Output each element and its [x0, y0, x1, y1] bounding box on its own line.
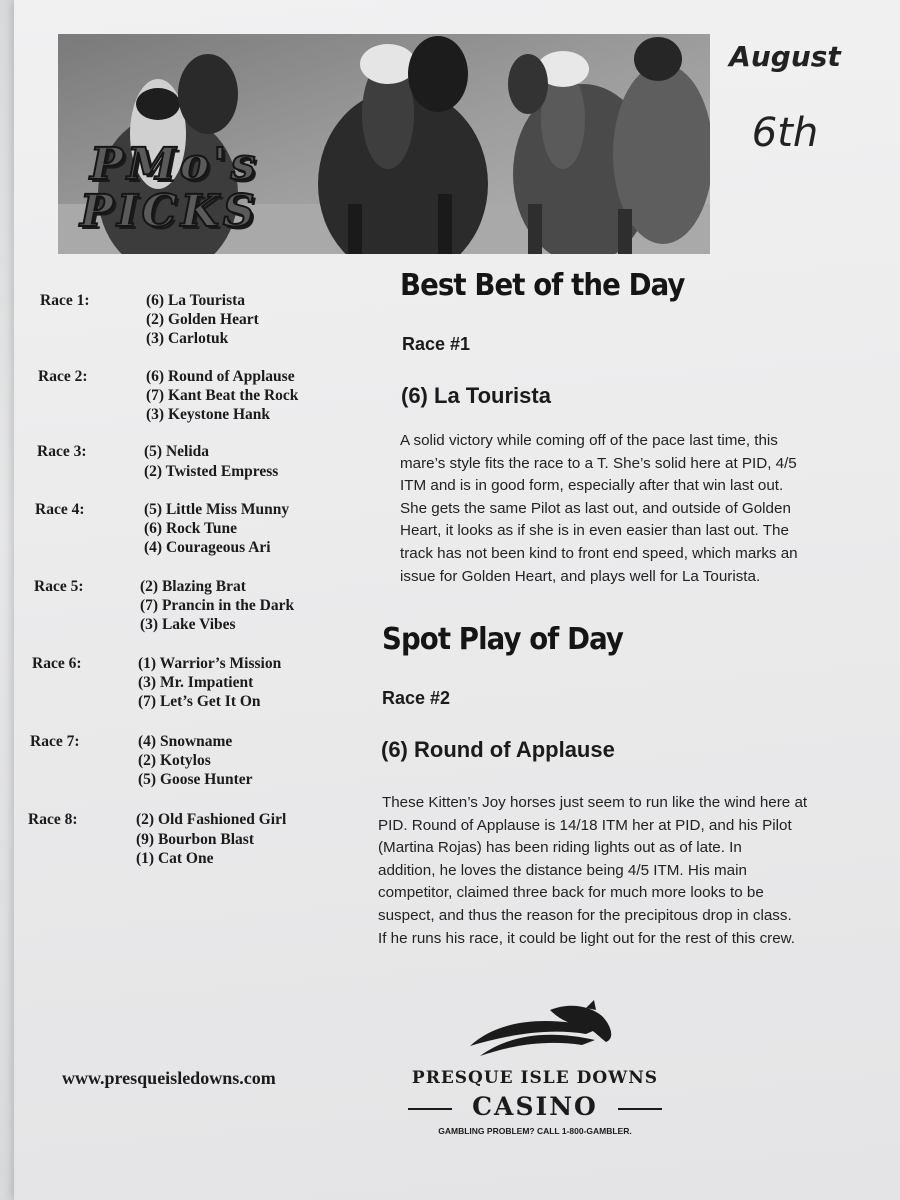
race-7-pick-3: (5) Goose Hunter — [138, 771, 253, 788]
race-7-pick-1: (4) Snowname — [138, 733, 233, 750]
header-photo — [58, 34, 710, 254]
race-3-pick-1: (5) Nelida — [144, 443, 210, 460]
race-5-label: Race 5: — [34, 578, 84, 595]
casino-word: CASINO — [472, 1092, 598, 1121]
best-bet-line: issue for Golden Heart, and plays well for La Tourista. — [400, 567, 761, 585]
date-day: 6th — [751, 110, 819, 156]
date-month: August — [729, 40, 841, 73]
race-1-pick-3: (3) Carlotuk — [146, 330, 229, 347]
race-8-pick-3: (1) Cat One — [136, 850, 214, 867]
race-4-pick-1: (5) Little Miss Munny — [144, 501, 290, 518]
race-8-pick-1: (2) Old Fashioned Girl — [136, 811, 287, 828]
race-6-pick-1: (1) Warrior’s Mission — [138, 655, 282, 672]
race-2-pick-1: (6) Round of Applause — [146, 368, 295, 385]
spot-play-line: suspect, and thus the reason for the precipitous drop in class. — [378, 906, 792, 924]
spot-play-line: PID. Round of Applause is 14/18 ITM her at PID, and his Pilot — [378, 816, 792, 834]
race-2-label: Race 2: — [38, 368, 88, 385]
race-5-pick-2: (7) Prancin in the Dark — [140, 597, 295, 614]
website-url: www.presqueisledowns.com — [62, 1068, 276, 1088]
best-bet-line: track has not been kind to front end speed, which marks an — [400, 544, 798, 562]
gambling-notice: GAMBLING PROBLEM? CALL 1-800-GAMBLER. — [438, 1126, 632, 1136]
spot-play-line: competitor, claimed three back for much more looks to be — [378, 884, 764, 902]
best-bet-line: Heart, it looks as if she is in even easier than last out. The — [400, 522, 789, 540]
race-8-label: Race 8: — [28, 811, 78, 828]
swoosh-right — [618, 1108, 662, 1110]
spot-play-line: If he runs his race, it could be light out for the rest of this crew. — [378, 929, 796, 947]
race-3-pick-2: (2) Twisted Empress — [144, 463, 279, 480]
best-bet-description — [400, 430, 880, 588]
race-6-label: Race 6: — [32, 655, 82, 672]
spot-play-pick: (6) Round of Applause — [381, 737, 615, 762]
spot-play-race: Race #2 — [382, 688, 451, 708]
best-bet-pick: (6) La Tourista — [401, 383, 551, 408]
race-1-pick-1: (6) La Tourista — [146, 292, 246, 309]
best-bet-heading: Best Bet of the Day — [400, 268, 685, 303]
best-bet-line: ITM and is in good form, especially after that win last out. — [400, 477, 784, 495]
race-6-pick-2: (3) Mr. Impatient — [138, 674, 254, 691]
race-7-label: Race 7: — [30, 733, 80, 750]
best-bet-line: She gets the same Pilot as last out, and outside of Golden — [400, 499, 791, 517]
spot-play-line: addition, he loves the distance being 4/5 ITM. His main — [378, 861, 747, 879]
race-7-pick-2: (2) Kotylos — [138, 752, 211, 769]
race-1-label: Race 1: — [40, 292, 90, 309]
race-3-label: Race 3: — [37, 443, 87, 460]
horse-head-logo-icon — [400, 998, 670, 1068]
best-bet-line: A solid victory while coming off of the pace last time, this — [400, 432, 778, 449]
logo-line2: PICKS — [80, 186, 259, 237]
spot-play-line: (Martina Rojas) has been riding lights out as of late. In — [378, 839, 742, 857]
race-4-label: Race 4: — [35, 501, 85, 518]
spot-play-line: These Kitten’s Joy horses just seem to run like the wind here at — [378, 794, 808, 811]
race-5-pick-3: (3) Lake Vibes — [140, 616, 236, 633]
logo-line1: PMo's — [90, 139, 260, 190]
race-6-pick-3: (7) Let’s Get It On — [138, 693, 261, 710]
race-5-pick-1: (2) Blazing Brat — [140, 578, 246, 595]
best-bet-line: mare’s style fits the race to a T. She’s solid here at PID, 4/5 — [400, 454, 797, 472]
casino-name: PRESQUE ISLE DOWNS — [411, 1068, 659, 1088]
pmos-picks-logo — [80, 139, 380, 237]
casino-logo — [400, 998, 690, 1148]
race-4-pick-3: (4) Courageous Ari — [144, 539, 271, 556]
race-8-pick-2: (9) Bourbon Blast — [136, 831, 254, 848]
race-4-pick-2: (6) Rock Tune — [144, 520, 238, 537]
race-1-pick-2: (2) Golden Heart — [146, 311, 259, 328]
spot-play-description — [378, 792, 883, 950]
race-2-pick-3: (3) Keystone Hank — [146, 406, 270, 423]
spot-play-heading: Spot Play of Day — [382, 622, 624, 657]
best-bet-race: Race #1 — [402, 334, 471, 354]
race-2-pick-2: (7) Kant Beat the Rock — [146, 387, 299, 404]
